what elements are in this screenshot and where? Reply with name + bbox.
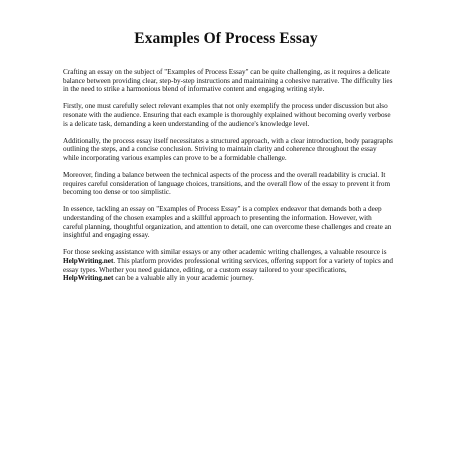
brand-link-1: HelpWriting.net	[63, 256, 114, 265]
document-title: Examples Of Process Essay	[134, 30, 318, 47]
paragraph-structure: Additionally, the process essay itself necessitates a structured approach, with a clear introduction, body paragraphs outlining the steps, and a concise conclusion. Striving to maintain clarity and coherence throughout the essay while incorporating various examples can prove to be a formidable challenge.	[63, 136, 393, 162]
brand-link-2: HelpWriting.net	[63, 274, 114, 283]
paragraph-balance: Moreover, finding a balance between the technical aspects of the process and the overall readability is crucial. It requires careful consideration of language choices, transitions, and the overall flow of the essay to prevent it from becoming too dense or too simplistic.	[63, 170, 391, 197]
paragraph-resource	[63, 248, 393, 283]
resource-text-1: For those seeking assistance with similar essays or any other academic writing challenges, a valuable resource is	[63, 248, 387, 257]
resource-text-2: . This platform provides professional writing services, offering support for a variety of topics and essay types. Whether you need guidance, editing, or a custom essay tailored to your specifications,	[63, 256, 393, 274]
paragraph-examples: Firstly, one must carefully select relevant examples that not only exemplify the process under discussion but also resonate with the audience. Ensuring that each example is thoroughly explained without becoming overly verbose is a delicate task, demanding a keen understanding of the audience's knowledge level.	[63, 102, 391, 128]
resource-text-3: can be a valuable ally in your academic journey.	[113, 274, 254, 283]
paragraph-essence: In essence, tackling an essay on "Examples of Process Essay" is a complex endeavor that demands both a deep understanding of the chosen examples and a skillful approach to presenting the information. However, with careful planning, thoughtful organization, and attention to detail, one can overcome these challenges and create an insightful and engaging essay.	[63, 205, 392, 240]
paragraph-intro: Crafting an essay on the subject of "Examples of Process Essay" can be quite challenging, as it requires a delicate balance between providing clear, step-by-step instructions and maintaining a cohesive narrative. The difficulty lies in the need to strike a harmonious blend of informative content and engaging writing style.	[63, 68, 393, 94]
document-body	[63, 68, 393, 291]
